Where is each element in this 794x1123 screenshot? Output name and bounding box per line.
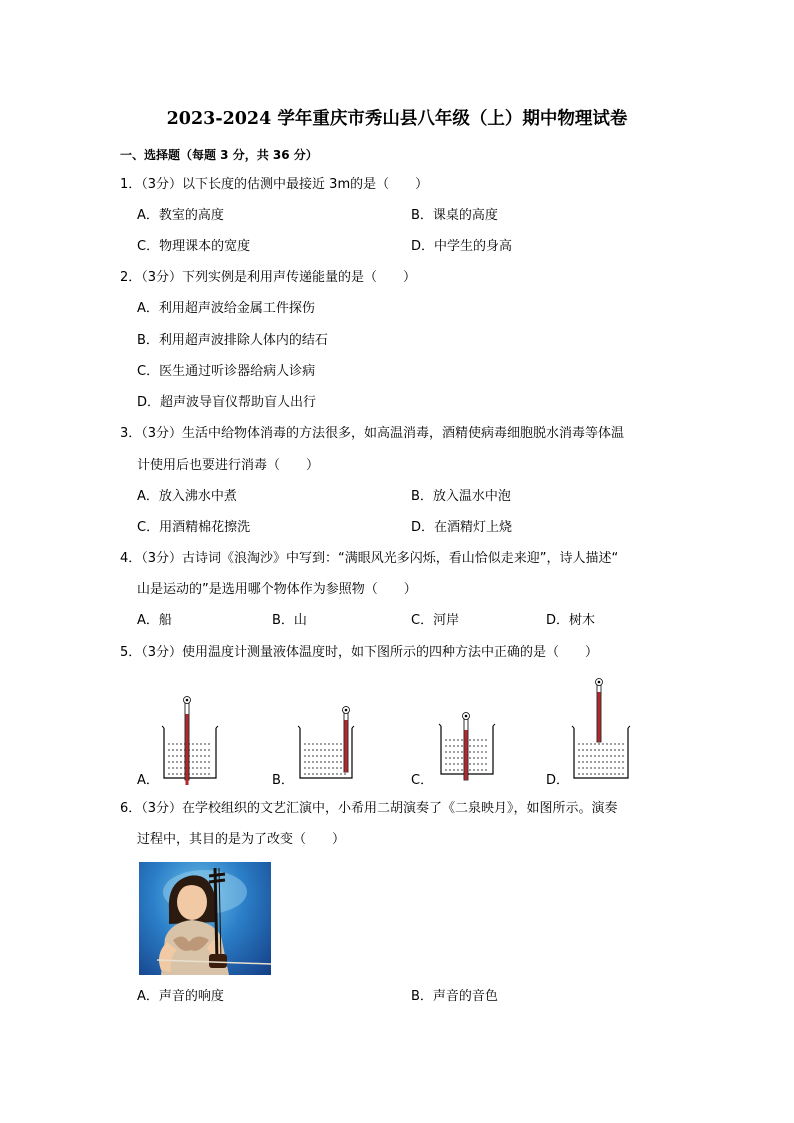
beaker-figure-b [296,700,356,785]
question-3-stem-line-2: 计使用后也要进行消毒（ ） [137,458,320,473]
question-6-option-b: B．声音的音色 [411,989,498,1004]
beaker-figure-c [437,708,497,783]
question-4-option-c: C．河岸 [411,613,460,628]
question-4-option-a: A．船 [137,613,172,628]
question-2-option-b: B．利用超声波排除人体内的结石 [137,333,328,348]
erhu-performer-photo [139,862,271,975]
question-4-option-b: B．山 [272,613,307,628]
question-1-stem: 1．（3分）以下长度的估测中最接近 3m的是（ ） [120,177,429,192]
question-1-option-c: C．物理课本的宽度 [137,239,251,254]
section-heading: 一、选择题（每题 3 分，共 36 分） [120,148,318,162]
erhu-performer-illustration [139,862,271,975]
question-4-option-d: D．树木 [546,613,596,628]
question-3-option-a: A．放入沸水中煮 [137,489,237,504]
question-5-option-d: D． [546,773,570,788]
beaker-figure-d [570,674,634,784]
question-2-option-c: C．医生通过听诊器给病人诊病 [137,364,316,379]
question-3-option-b: B．放入温水中泡 [411,489,511,504]
question-3-option-c: C．用酒精棉花擦洗 [137,520,251,535]
question-6-stem-line-2: 过程中，其目的是为了改变（ ） [137,832,346,847]
question-6-stem-line-1: 6．（3分）在学校组织的文艺汇演中，小希用二胡演奏了《二泉映月》，如图所示。演奏 [120,801,618,816]
question-2-stem: 2．（3分）下列实例是利用声传递能量的是（ ） [120,270,417,285]
question-3-stem-line-1: 3．（3分）生活中给物体消毒的方法很多，如高温消毒，酒精使病毒细胞脱水消毒等体温 [120,426,625,441]
question-1-option-b: B．课桌的高度 [411,208,498,223]
question-5-option-a: A． [137,773,159,788]
beaker-figure-a [160,690,220,785]
question-5-option-b: B． [272,773,294,788]
question-6-option-a: A．声音的响度 [137,989,224,1004]
question-2-option-d: D．超声波导盲仪帮助盲人出行 [137,395,317,410]
page-title: 2023-2024 学年重庆市秀山县八年级（上）期中物理试卷 [166,109,628,129]
question-4-stem-line-1: 4．（3分）古诗词《浪淘沙》中写到：“满眼风光多闪烁，看山恰似走来迎”，诗人描述“ [120,551,619,566]
question-5-stem: 5．（3分）使用温度计测量液体温度时，如下图所示的四种方法中正确的是（ ） [120,645,599,660]
question-4-stem-line-2: 山是运动的”是选用哪个物体作为参照物（ ） [137,582,417,597]
question-3-option-d: D．在酒精灯上烧 [411,520,513,535]
question-2-option-a: A．利用超声波给金属工件探伤 [137,301,315,316]
question-1-option-d: D．中学生的身高 [411,239,513,254]
question-1-option-a: A．教室的高度 [137,208,224,223]
question-5-option-c: C． [411,773,434,788]
